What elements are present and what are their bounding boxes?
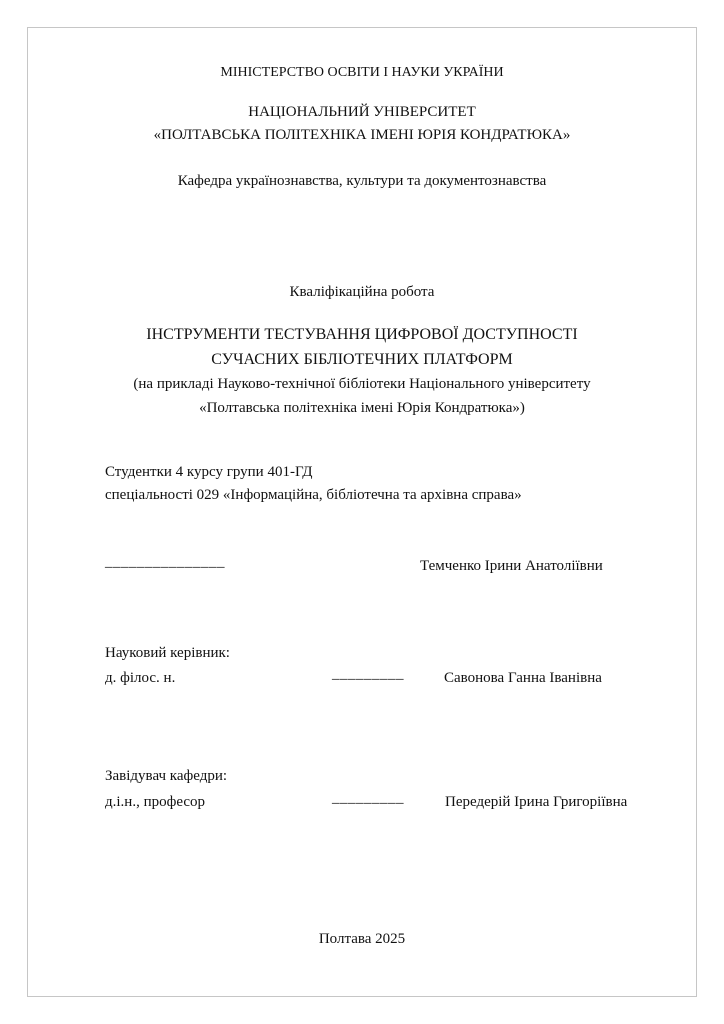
university-name-line1: НАЦІОНАЛЬНИЙ УНІВЕРСИТЕТ <box>248 104 476 120</box>
supervisor-signature-line: _________ <box>332 666 404 682</box>
supervisor-degree: д. філос. н. <box>105 670 176 686</box>
thesis-subtitle-line2: «Полтавська політехніка імені Юрія Кондратюка») <box>199 400 525 416</box>
work-type-label: Кваліфікаційна робота <box>289 284 435 300</box>
supervisor-name: Савонова Ганна Іванівна <box>444 670 602 686</box>
department-name: Кафедра українознавства, культури та документознавства <box>177 173 547 189</box>
department-head-label: Завідувач кафедри: <box>105 768 228 784</box>
student-info-line2: спеціальності 029 «Інформаційна, бібліотечна та архівна справа» <box>105 487 522 503</box>
thesis-title-line2: СУЧАСНИХ БІБЛІОТЕЧНИХ ПЛАТФОРМ <box>211 351 513 368</box>
ministry-heading: МІНІСТЕРСТВО ОСВІТИ І НАУКИ УКРАЇНИ <box>220 65 504 80</box>
student-info-line1: Студентки 4 курсу групи 401-ГД <box>105 464 313 480</box>
department-head-signature-line: _________ <box>332 790 404 806</box>
thesis-title-line1: ІНСТРУМЕНТИ ТЕСТУВАННЯ ЦИФРОВОЇ ДОСТУПНОСТІ <box>146 326 578 343</box>
department-head-name: Передерій Ірина Григоріївна <box>445 794 628 810</box>
city-year-footer: Полтава 2025 <box>318 931 406 947</box>
department-head-degree: д.і.н., професор <box>105 794 206 810</box>
student-name: Темченко Ірини Анатоліївни <box>420 558 603 574</box>
supervisor-label: Науковий керівник: <box>105 645 230 661</box>
student-signature-line: _______________ <box>105 554 225 570</box>
university-name-line2: «ПОЛТАВСЬКА ПОЛІТЕХНІКА ІМЕНІ ЮРІЯ КОНДРАТЮКА» <box>153 127 571 143</box>
thesis-subtitle-line1: (на прикладі Науково-технічної бібліотеки Національного університету <box>133 376 591 392</box>
